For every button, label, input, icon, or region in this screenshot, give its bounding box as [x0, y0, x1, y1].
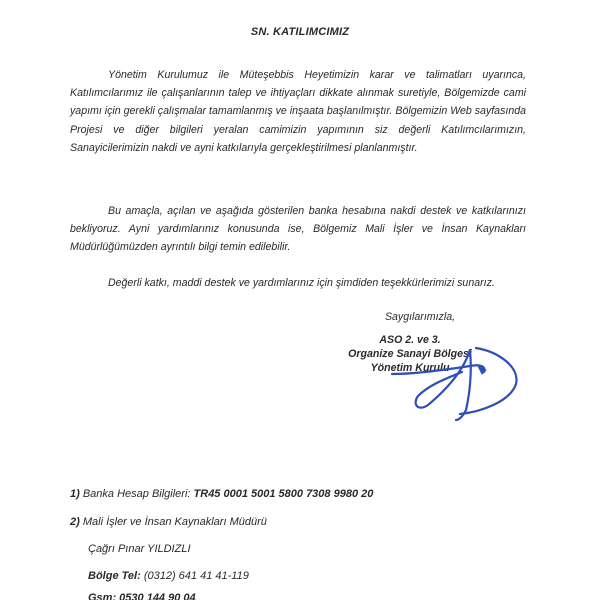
regards-text: Saygılarımızla, [384, 311, 456, 323]
finance-manager-line [70, 516, 267, 528]
paragraph-2: Bu amaçla, açılan ve aşağıda gösterilen banka hesabına nakdi destek ve katkılarınızı bekliyoruz. Ayni yardımlarınız konusunda ise, Bölgemiz Mali İşler ve İnsan Kaynakları Müdürlüğümüzden ayrıntılı bilgi temin edilebilir. [70, 205, 526, 254]
phone-label: Bölge Tel: [88, 570, 141, 582]
item-1-number: 1) [70, 488, 80, 500]
finance-manager-label: Mali İşler ve İnsan Kaynakları Müdürü [82, 516, 267, 528]
letter-title: SN. KATILIMCIMIZ [250, 26, 350, 38]
contact-name: Çağrı Pınar YILDIZLI [88, 543, 191, 555]
iban-value: TR45 0001 5001 5800 7308 9980 20 [193, 488, 374, 500]
bank-info-label: Banka Hesap Bilgileri: [82, 488, 191, 500]
gsm-text: Gsm: 0530 144 90 04 [88, 592, 196, 600]
signatory-block [330, 333, 490, 375]
bank-info-line [70, 488, 373, 500]
phone-value: (0312) 641 41 41-119 [143, 570, 249, 582]
paragraph-1: Yönetim Kurulumuz ile Müteşebbis Heyetimizin karar ve talimatları uyarınca, Katılımcılarımız ile çalışanlarının talep ve ihtiyaçları dikkate alınmak suretiyle, Bölgemizde cami yapımı için gerekli çalışmalar tamamlanmış ve inşaata başlanılmıştır. Bölgemizin Web sayfasında Projesi ve diğer bilgileri yeralan camimizin yapımının siz değerli Katılımcılarımızın, Sanayicilerimizin nakdi ve ayni katkılarıyla gerçekleştirilmesi planlanmıştır. [70, 69, 526, 154]
signatory-line-3: Yönetim Kurulu [370, 362, 450, 374]
item-2-number: 2) [70, 516, 80, 528]
signatory-line-2: Organize Sanayi Bölgesi [348, 348, 472, 360]
gsm-line-cut [88, 592, 196, 600]
signatory-line-1: ASO 2. ve 3. [379, 334, 441, 346]
phone-line [88, 570, 249, 582]
paragraph-3: Değerli katkı, maddi destek ve yardımlarınız için şimdiden teşekkürlerimizi sunarız. [108, 277, 495, 289]
